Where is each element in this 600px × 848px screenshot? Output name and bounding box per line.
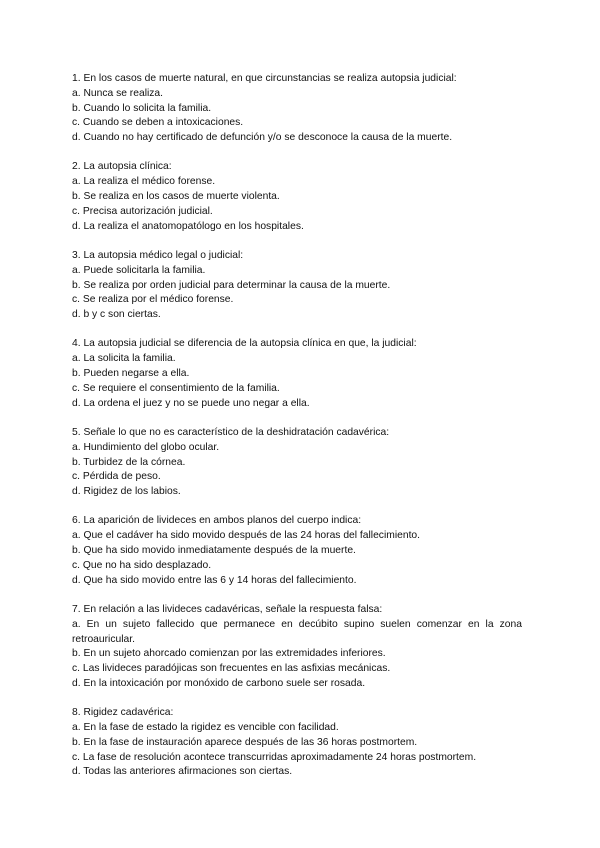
question-text: 1. En los casos de muerte natural, en que circunstancias se realiza autopsia judicial:: [72, 73, 457, 84]
option-a: a. La realiza el médico forense.: [72, 176, 216, 188]
question-3: [72, 249, 522, 323]
option-b: b. Se realiza en los casos de muerte violenta.: [72, 191, 280, 203]
option-c: c. Pérdida de peso.: [72, 471, 161, 483]
option-a: a. En un sujeto fallecido que permanece en decúbito supino suelen comenzar en la zona retroauricular.: [72, 618, 522, 645]
question-list: [72, 72, 522, 795]
option-c: c. Que no ha sido desplazado.: [72, 559, 212, 571]
option-d: d. Que ha sido movido entre las 6 y 14 horas del fallecimiento.: [72, 574, 357, 586]
option-a: a. Hundimiento del globo ocular.: [72, 441, 220, 453]
question-text: 2. La autopsia clínica:: [72, 161, 172, 173]
question-text: 4. La autopsia judicial se diferencia de la autopsia clínica en que, la judicial:: [72, 338, 417, 350]
option-d: d. La ordena el juez y no se puede uno negar a ella.: [72, 397, 310, 409]
question-8: [72, 706, 522, 780]
option-b: b. Turbidez de la córnea.: [72, 456, 186, 468]
question-text: 8. Rigidez cadavérica:: [72, 707, 174, 719]
question-2: [72, 160, 522, 234]
option-d: d. Todas las anteriores afirmaciones son ciertas.: [72, 766, 293, 778]
option-c: c. Las livideces paradójicas son frecuentes en las asfixias mecánicas.: [72, 663, 391, 675]
question-4: [72, 337, 522, 411]
option-a: a. Nunca se realiza.: [72, 87, 164, 99]
option-b: b. Pueden negarse a ella.: [72, 368, 190, 380]
option-a: a. La solicita la familia.: [72, 353, 176, 365]
option-d: d. En la intoxicación por monóxido de carbono suele ser rosada.: [72, 677, 366, 689]
option-b: b. En un sujeto ahorcado comienzan por las extremidades inferiores.: [72, 648, 386, 660]
question-1: [72, 72, 522, 146]
option-c: c. Cuando se deben a intoxicaciones.: [72, 117, 244, 129]
option-b: b. Se realiza por orden judicial para determinar la causa de la muerte.: [72, 279, 391, 291]
option-d: d. b y c son ciertas.: [72, 309, 161, 321]
option-c: c. Se realiza por el médico forense.: [72, 294, 234, 306]
question-7: [72, 603, 522, 692]
question-text: 7. En relación a las livideces cadavéricas, señale la respuesta falsa:: [72, 603, 383, 615]
option-d: d. La realiza el anatomopatólogo en los hospitales.: [72, 220, 304, 232]
question-6: [72, 514, 522, 588]
option-c: c. Precisa autorización judicial.: [72, 205, 213, 217]
question-text: 5. Señale lo que no es característico de la deshidratación cadavérica:: [72, 426, 390, 438]
option-b: b. En la fase de instauración aparece después de las 36 horas postmortem.: [72, 736, 418, 748]
question-5: [72, 426, 522, 500]
option-a: a. En la fase de estado la rigidez es vencible con facilidad.: [72, 721, 339, 733]
option-a: a. Que el cadáver ha sido movido después de las 24 horas del fallecimiento.: [72, 530, 421, 542]
question-text: 6. La aparición de livideces en ambos planos del cuerpo indica:: [72, 515, 362, 527]
option-d: d. Rigidez de los labios.: [72, 486, 181, 498]
question-text: 3. La autopsia médico legal o judicial:: [72, 249, 244, 261]
option-a: a. Puede solicitarla la familia.: [72, 264, 206, 276]
option-c: c. Se requiere el consentimiento de la familia.: [72, 382, 280, 394]
option-d: d. Cuando no hay certificado de defunción y/o se desconoce la causa de la muerte.: [72, 132, 453, 144]
option-c: c. La fase de resolución acontece transcurridas aproximadamente 24 horas postmortem.: [72, 751, 477, 763]
option-b: b. Cuando lo solicita la familia.: [72, 102, 212, 114]
option-b: b. Que ha sido movido inmediatamente después de la muerte.: [72, 545, 356, 557]
